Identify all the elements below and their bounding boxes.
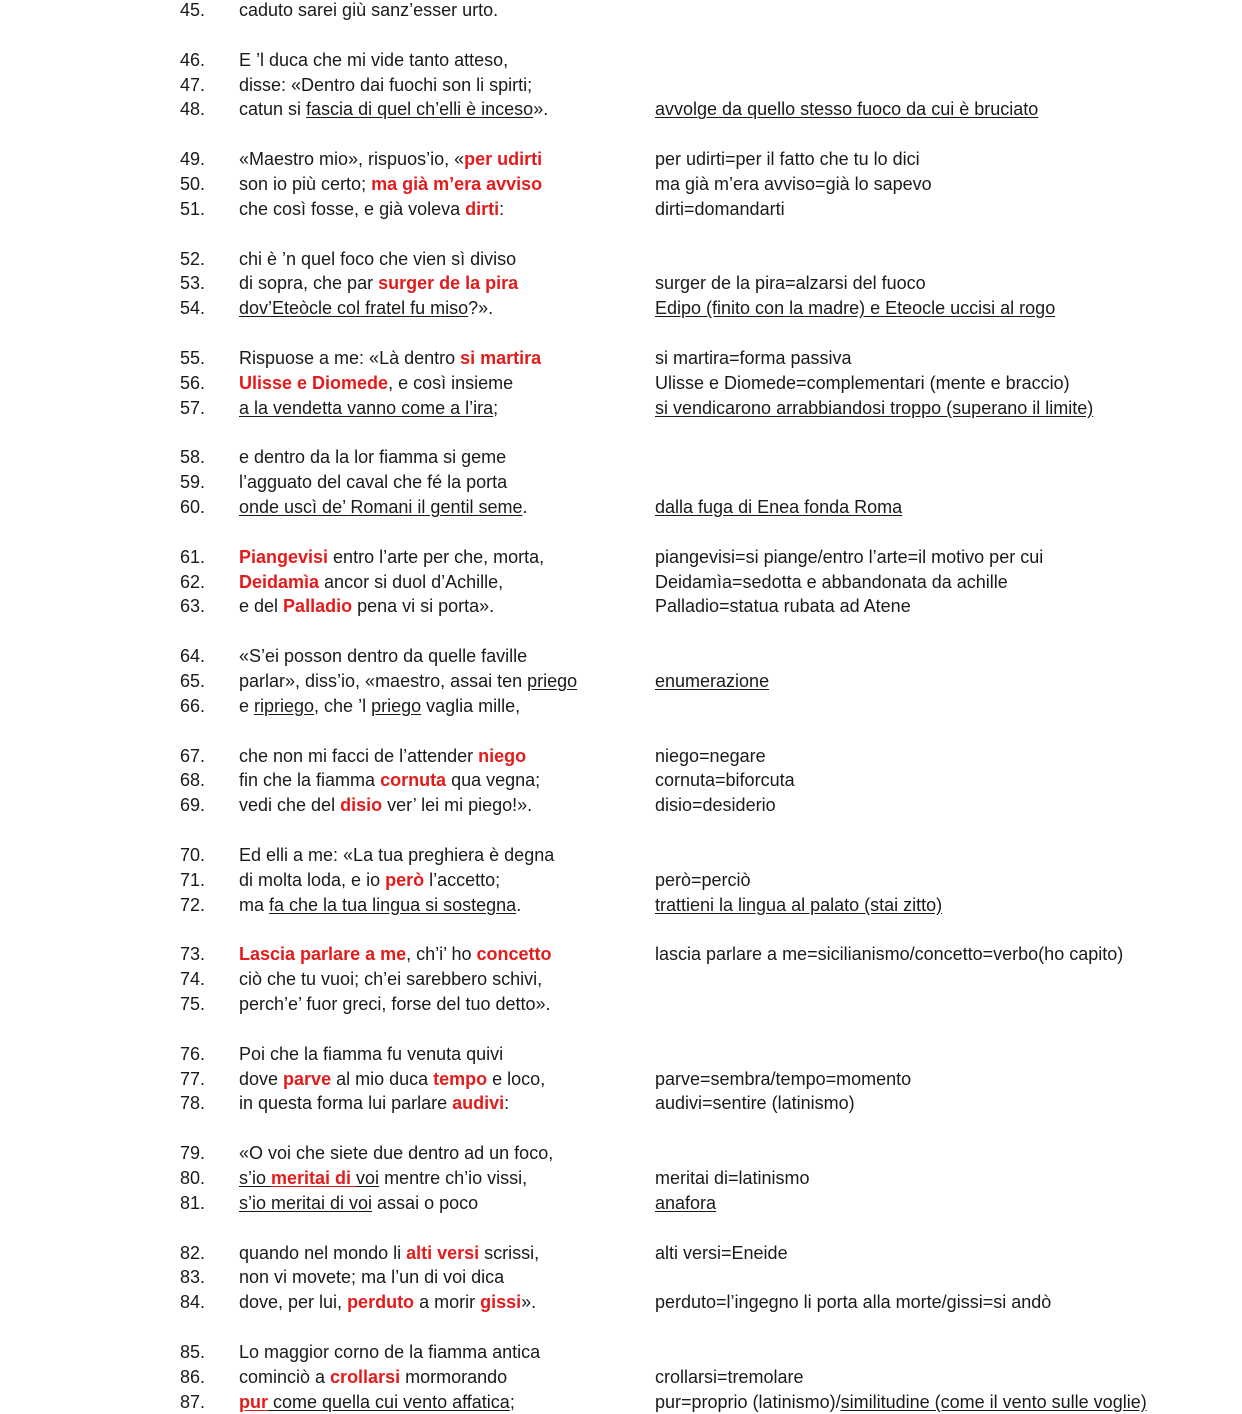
verse-text xyxy=(239,172,542,196)
gloss-text: surger de la pira=alzarsi del fuoco xyxy=(655,273,926,294)
verse-highlighted-term: ma già m’era avviso xyxy=(371,173,543,194)
line-number: 64. xyxy=(180,646,206,667)
verse-text xyxy=(239,942,552,966)
verse-line xyxy=(0,147,1242,171)
line-number: 46. xyxy=(180,49,206,70)
verse-highlighted-term: Ulisse e Diomede xyxy=(239,372,389,393)
verse-text: in questa forma lui parlare xyxy=(239,1093,453,1114)
verse-line xyxy=(0,545,1242,569)
verse-text xyxy=(239,470,507,494)
verse-text xyxy=(239,1166,527,1190)
gloss-note xyxy=(655,1067,911,1091)
gloss-underlined-text: enumerazione xyxy=(655,670,770,691)
gloss-underlined-text: dalla fuga di Enea fonda Roma xyxy=(655,497,903,517)
verse-text xyxy=(239,694,520,718)
gloss-note xyxy=(655,371,1070,395)
verse-line xyxy=(0,1166,1242,1190)
verse-highlighted-term: per udirti xyxy=(464,149,543,170)
gloss-text: crollarsi=tremolare xyxy=(655,1366,804,1387)
verse-text xyxy=(239,768,540,792)
verse-text: ?». xyxy=(468,298,494,319)
verse-text xyxy=(239,1265,504,1289)
gloss-note xyxy=(655,172,932,196)
verse-line xyxy=(0,1290,1242,1314)
gloss-text: Palladio=statua rubata ad Atene xyxy=(655,596,911,617)
verse-line xyxy=(0,271,1242,295)
line-number: 83. xyxy=(180,1267,206,1288)
verse-text xyxy=(239,545,544,569)
line-number: 87. xyxy=(180,1391,206,1412)
verse-line xyxy=(0,669,1242,693)
line-number: 67. xyxy=(180,745,206,766)
line-number: 55. xyxy=(180,347,206,368)
gloss-note xyxy=(655,1091,855,1115)
line-number: 58. xyxy=(180,447,206,468)
line-number: 52. xyxy=(180,248,206,269)
verse-text: ver’ lei mi piego!». xyxy=(382,795,533,816)
verse-highlighted-term: gissi xyxy=(480,1292,522,1313)
line-number: 50. xyxy=(180,173,206,194)
verse-text xyxy=(239,396,498,420)
verse-underlined-text: voi xyxy=(356,1167,380,1188)
line-number: 69. xyxy=(180,795,206,816)
gloss-text: si martira=forma passiva xyxy=(655,347,852,368)
verse-text: catun si xyxy=(239,99,307,120)
verse-line xyxy=(0,1191,1242,1215)
verse-highlighted-term: alti versi xyxy=(406,1242,480,1263)
verse-text: ; xyxy=(493,397,499,418)
verse-text xyxy=(239,570,503,594)
verse-text: chi è ’n quel foco che vien sì diviso xyxy=(239,248,517,269)
line-number: 48. xyxy=(180,99,206,120)
verse-text: parlar», diss’io, «maestro, assai ten xyxy=(239,670,528,691)
verse-line xyxy=(0,744,1242,768)
verse-text xyxy=(239,1241,539,1265)
gloss-note xyxy=(655,1166,810,1190)
gloss-note xyxy=(655,197,785,221)
gloss-note xyxy=(655,545,1043,569)
verse-line xyxy=(0,97,1242,121)
verse-text: Rispuose a me: «Là dentro xyxy=(239,347,461,368)
verse-text xyxy=(239,371,513,395)
gloss-underlined-text: trattieni la lingua al palato (stai zitto) xyxy=(655,894,943,915)
verse-text: ». xyxy=(521,1292,537,1313)
verse-highlighted-term: dirti xyxy=(465,198,500,219)
gloss-note xyxy=(655,296,1055,320)
verse-text: e xyxy=(239,695,255,716)
gloss-note xyxy=(655,1290,1051,1314)
verse-text xyxy=(239,843,554,867)
gloss-text: ma già m’era avviso=già lo sapevo xyxy=(655,173,932,194)
verse-text: Poi che la fiamma fu venuta quivi xyxy=(239,1043,504,1064)
verse-highlighted-term: perduto xyxy=(347,1292,415,1313)
verse-text xyxy=(239,1365,507,1389)
verse-underlined-text: priego xyxy=(371,695,422,716)
gloss-note xyxy=(655,1241,788,1265)
line-number: 61. xyxy=(180,546,206,567)
verse-text: ; xyxy=(509,1391,515,1412)
line-number: 59. xyxy=(180,472,206,493)
verse-line xyxy=(0,371,1242,395)
verse-highlighted-term: Lascia parlare a me xyxy=(239,944,407,965)
line-number: 60. xyxy=(180,497,206,517)
gloss-note xyxy=(655,594,911,618)
verse-line xyxy=(0,48,1242,72)
verse-text xyxy=(239,495,528,519)
verse-text: l’accetto; xyxy=(424,869,501,890)
line-number: 86. xyxy=(180,1366,206,1387)
verse-text: che non mi facci de l’attender xyxy=(239,745,479,766)
verse-line xyxy=(0,1365,1242,1389)
line-number: 71. xyxy=(180,869,206,890)
verse-line xyxy=(0,967,1242,991)
line-number: 74. xyxy=(180,969,206,990)
verse-text xyxy=(239,48,508,72)
gloss-text: però=perciò xyxy=(655,869,751,890)
verse-text: e dentro da la lor fiamma si geme xyxy=(239,447,507,468)
gloss-text: alti versi=Eneide xyxy=(655,1242,788,1263)
line-number: 54. xyxy=(180,298,206,319)
line-number: 84. xyxy=(180,1292,206,1313)
verse-line xyxy=(0,992,1242,1016)
verse-text: : xyxy=(504,1093,510,1114)
verse-text xyxy=(239,1191,478,1215)
verse-text: scrissi, xyxy=(479,1242,540,1263)
verse-text: cominciò a xyxy=(239,1366,331,1387)
gloss-note xyxy=(655,97,1038,121)
verse-highlighted-term: surger de la pira xyxy=(378,273,519,294)
line-number: 79. xyxy=(180,1143,206,1164)
gloss-text: meritai di=latinismo xyxy=(655,1167,810,1188)
verse-line xyxy=(0,1091,1242,1115)
verse-text: «O voi che siete due dentro ad un foco, xyxy=(239,1143,554,1164)
verse-underlined-text: fascia di quel ch’elli è inceso xyxy=(306,99,534,120)
gloss-note xyxy=(655,1365,804,1389)
verse-line xyxy=(0,843,1242,867)
verse-text: perch’e’ fuor greci, forse del tuo detto». xyxy=(239,994,551,1014)
verse-text: a morir xyxy=(414,1292,481,1313)
verse-text xyxy=(239,197,504,221)
verse-text xyxy=(239,296,493,320)
verse-text xyxy=(239,97,548,121)
line-number: 77. xyxy=(180,1068,206,1089)
verse-text xyxy=(239,1290,536,1314)
verse-highlighted-term: tempo xyxy=(433,1068,488,1089)
line-number: 76. xyxy=(180,1043,206,1064)
gloss-note xyxy=(655,346,852,370)
gloss-note xyxy=(655,570,1008,594)
verse-highlighted-term: niego xyxy=(478,745,527,766)
verse-text: Lo maggior corno de la fiamma antica xyxy=(239,1341,541,1362)
verse-text: di molta loda, e io xyxy=(239,869,386,890)
verse-text: mormorando xyxy=(400,1366,508,1387)
verse-highlighted-term: meritai di xyxy=(271,1167,357,1188)
verse-text: ». xyxy=(533,99,549,120)
verse-text: ancor si duol d’Achille, xyxy=(319,571,504,592)
verse-text xyxy=(239,1340,540,1364)
gloss-text: parve=sembra/tempo=momento xyxy=(655,1068,912,1089)
verse-text: ciò che tu vuoi; ch’ei sarebbero schivi, xyxy=(239,969,543,990)
verse-line xyxy=(0,1241,1242,1265)
verse-text: al mio duca xyxy=(331,1068,434,1089)
line-number: 78. xyxy=(180,1093,206,1114)
verse-text xyxy=(239,247,516,271)
verse-line xyxy=(0,1390,1242,1414)
verse-text: pena vi si porta». xyxy=(352,596,495,617)
verse-text: ma xyxy=(239,894,270,915)
line-number: 62. xyxy=(180,571,206,592)
verse-line xyxy=(0,1265,1242,1289)
verse-highlighted-term: cornuta xyxy=(380,770,447,791)
verse-text: disse: «Dentro dai fuochi son li spirti; xyxy=(239,74,533,95)
verse-underlined-text: s’io meritai di voi xyxy=(239,1192,373,1213)
verse-text: Ed elli a me: «La tua preghiera è degna xyxy=(239,844,555,865)
line-number: 57. xyxy=(180,397,206,418)
gloss-text: cornuta=biforcuta xyxy=(655,770,795,791)
line-number: 65. xyxy=(180,670,206,691)
verse-text: «Maestro mio», rispuos’io, « xyxy=(239,149,465,170)
verse-highlighted-term: Deidamìa xyxy=(239,571,320,592)
verse-text: E ’l duca che mi vide tanto atteso, xyxy=(239,49,509,70)
verse-text: qua vegna; xyxy=(446,770,541,791)
line-number: 85. xyxy=(180,1341,206,1362)
verse-line xyxy=(0,247,1242,271)
verse-text: caduto sarei giù sanz’esser urto. xyxy=(239,0,499,20)
verse-text xyxy=(239,793,532,817)
verse-line xyxy=(0,172,1242,196)
verse-text: . xyxy=(522,497,528,517)
gloss-text: audivi=sentire (latinismo) xyxy=(655,1093,855,1114)
line-number: 66. xyxy=(180,695,206,716)
verse-line xyxy=(0,694,1242,718)
verse-text xyxy=(239,1141,553,1165)
verse-highlighted-term: si martira xyxy=(460,347,542,368)
verse-line xyxy=(0,570,1242,594)
gloss-note xyxy=(655,1191,716,1215)
verse-line xyxy=(0,1141,1242,1165)
verse-text: vaglia mille, xyxy=(421,695,521,716)
verse-text: e del xyxy=(239,596,284,617)
verse-text xyxy=(239,1042,503,1066)
verse-underlined-text: come quella cui vento affatica xyxy=(268,1391,510,1412)
verse-text: . xyxy=(516,894,522,915)
verse-text: assai o poco xyxy=(372,1192,479,1213)
verse-text: : xyxy=(499,198,505,219)
verse-line xyxy=(0,197,1242,221)
gloss-note xyxy=(655,1390,1147,1414)
verse-underlined-text: s’io xyxy=(239,1167,272,1188)
verse-text: mentre ch’io vissi, xyxy=(379,1167,528,1188)
verse-underlined-text: priego xyxy=(527,670,578,691)
gloss-underlined-text: si vendicarono arrabbiandosi troppo (superano il limite) xyxy=(655,397,1094,418)
verse-text xyxy=(239,1091,509,1115)
verse-highlighted-term: concetto xyxy=(476,944,552,965)
line-number: 73. xyxy=(180,944,206,965)
gloss-text: perduto=l’ingegno li porta alla morte/gissi=si andò xyxy=(655,1292,1052,1313)
verse-line xyxy=(0,396,1242,420)
gloss-underlined-text: Edipo (finito con la madre) e Eteocle uccisi al rogo xyxy=(655,298,1056,319)
verse-text xyxy=(239,1067,545,1091)
verse-text: , ch’i’ ho xyxy=(406,944,477,965)
line-number: 63. xyxy=(180,596,206,617)
verse-text xyxy=(239,271,518,295)
verse-text xyxy=(239,147,542,171)
verse-text: fin che la fiamma xyxy=(239,770,381,791)
verse-text: che così fosse, e già voleva xyxy=(239,198,466,219)
verse-text xyxy=(239,992,551,1016)
line-number: 80. xyxy=(180,1167,206,1188)
gloss-text: dirti=domandarti xyxy=(655,198,785,219)
verse-highlighted-term: parve xyxy=(283,1068,332,1089)
verse-underlined-text: fa che la tua lingua si sostegna xyxy=(269,894,517,915)
gloss-text: disio=desiderio xyxy=(655,795,776,816)
verse-text xyxy=(239,669,577,693)
line-number: 75. xyxy=(180,994,206,1014)
line-number: 49. xyxy=(180,149,206,170)
gloss-text: Deidamìa=sedotta e abbandonata da achille xyxy=(655,571,1008,592)
verse-line xyxy=(0,470,1242,494)
verse-line xyxy=(0,296,1242,320)
gloss-underlined-text: similitudine (come il vento sulle voglie) xyxy=(840,1391,1147,1412)
line-number: 81. xyxy=(180,1192,206,1213)
verse-underlined-text: onde uscì de’ Romani il gentil seme xyxy=(239,497,523,517)
gloss-text: per udirti=per il fatto che tu lo dici xyxy=(655,149,920,170)
verse-text xyxy=(239,73,532,97)
gloss-note xyxy=(655,744,766,768)
gloss-note xyxy=(655,271,926,295)
line-number: 56. xyxy=(180,372,206,393)
verse-text: «S’ei posson dentro da quelle faville xyxy=(239,646,528,667)
gloss-note xyxy=(655,669,769,693)
verse-text: dove xyxy=(239,1068,284,1089)
verse-line xyxy=(0,495,1242,519)
verse-text xyxy=(239,868,500,892)
verse-text xyxy=(239,1390,515,1414)
line-number: 51. xyxy=(180,198,206,219)
gloss-note xyxy=(655,893,942,917)
verse-line xyxy=(0,1067,1242,1091)
verse-underlined-text: ripriego xyxy=(254,695,315,716)
gloss-note xyxy=(655,147,920,171)
verse-text: e loco, xyxy=(487,1068,546,1089)
verse-highlighted-term: pur xyxy=(239,1391,268,1412)
gloss-note xyxy=(655,495,902,519)
verse-text: quando nel mondo li xyxy=(239,1242,407,1263)
gloss-text: piangevisi=si piange/entro l’arte=il motivo per cui xyxy=(655,546,1044,567)
verse-text: dove, per lui, xyxy=(239,1292,348,1313)
gloss-underlined-text: avvolge da quello stesso fuoco da cui è bruciato xyxy=(655,99,1039,120)
line-number: 45. xyxy=(180,0,206,20)
verse-line xyxy=(0,644,1242,668)
verse-text xyxy=(239,445,506,469)
verse-text: son io più certo; xyxy=(239,173,372,194)
verse-underlined-text: a la vendetta vanno come a l’ira xyxy=(239,397,494,418)
verse-text xyxy=(239,594,494,618)
gloss-note xyxy=(655,768,795,792)
verse-line xyxy=(0,73,1242,97)
verse-line xyxy=(0,1042,1242,1066)
line-number: 53. xyxy=(180,273,206,294)
verse-text xyxy=(239,0,498,22)
verse-highlighted-term: però xyxy=(385,869,425,890)
verse-line xyxy=(0,445,1242,469)
verse-line xyxy=(0,893,1242,917)
verse-highlighted-term: disio xyxy=(340,795,383,816)
verse-text xyxy=(239,893,521,917)
verse-text xyxy=(239,346,541,370)
line-number: 82. xyxy=(180,1242,206,1263)
verse-highlighted-term: Piangevisi xyxy=(239,546,329,567)
gloss-note xyxy=(655,793,776,817)
verse-text: , e così insieme xyxy=(388,372,514,393)
line-number: 47. xyxy=(180,74,206,95)
verse-text: entro l’arte per che, morta, xyxy=(328,546,545,567)
verse-text xyxy=(239,967,542,991)
verse-line xyxy=(0,346,1242,370)
line-number: 70. xyxy=(180,844,206,865)
verse-line xyxy=(0,793,1242,817)
verse-line xyxy=(0,868,1242,892)
gloss-text: lascia parlare a me=sicilianismo/concetto=verbo(ho capito) xyxy=(655,944,1124,965)
line-number: 68. xyxy=(180,770,206,791)
verse-text: vedi che del xyxy=(239,795,341,816)
verse-line xyxy=(0,594,1242,618)
verse-line xyxy=(0,0,1242,22)
gloss-note xyxy=(655,868,751,892)
verse-line xyxy=(0,1340,1242,1364)
gloss-underlined-text: anafora xyxy=(655,1192,717,1213)
verse-text: di sopra, che par xyxy=(239,273,379,294)
verse-text: non vi movete; ma l’un di voi dica xyxy=(239,1267,505,1288)
gloss-text: niego=negare xyxy=(655,745,766,766)
verse-highlighted-term: audivi xyxy=(452,1093,505,1114)
verse-text: , che ’l xyxy=(314,695,372,716)
verse-line xyxy=(0,942,1242,966)
verse-text: l’agguato del caval che fé la porta xyxy=(239,472,508,493)
verse-highlighted-term: crollarsi xyxy=(330,1366,401,1387)
verse-underlined-text: dov’Eteòcle col fratel fu miso xyxy=(239,298,469,319)
verse-line xyxy=(0,768,1242,792)
line-number: 72. xyxy=(180,894,206,915)
gloss-note xyxy=(655,396,1093,420)
verse-highlighted-term: Palladio xyxy=(283,596,353,617)
gloss-text: Ulisse e Diomede=complementari (mente e braccio) xyxy=(655,372,1070,393)
verse-text xyxy=(239,644,527,668)
gloss-text: pur=proprio (latinismo)/ xyxy=(655,1391,841,1412)
verse-text xyxy=(239,744,526,768)
gloss-note xyxy=(655,942,1123,966)
